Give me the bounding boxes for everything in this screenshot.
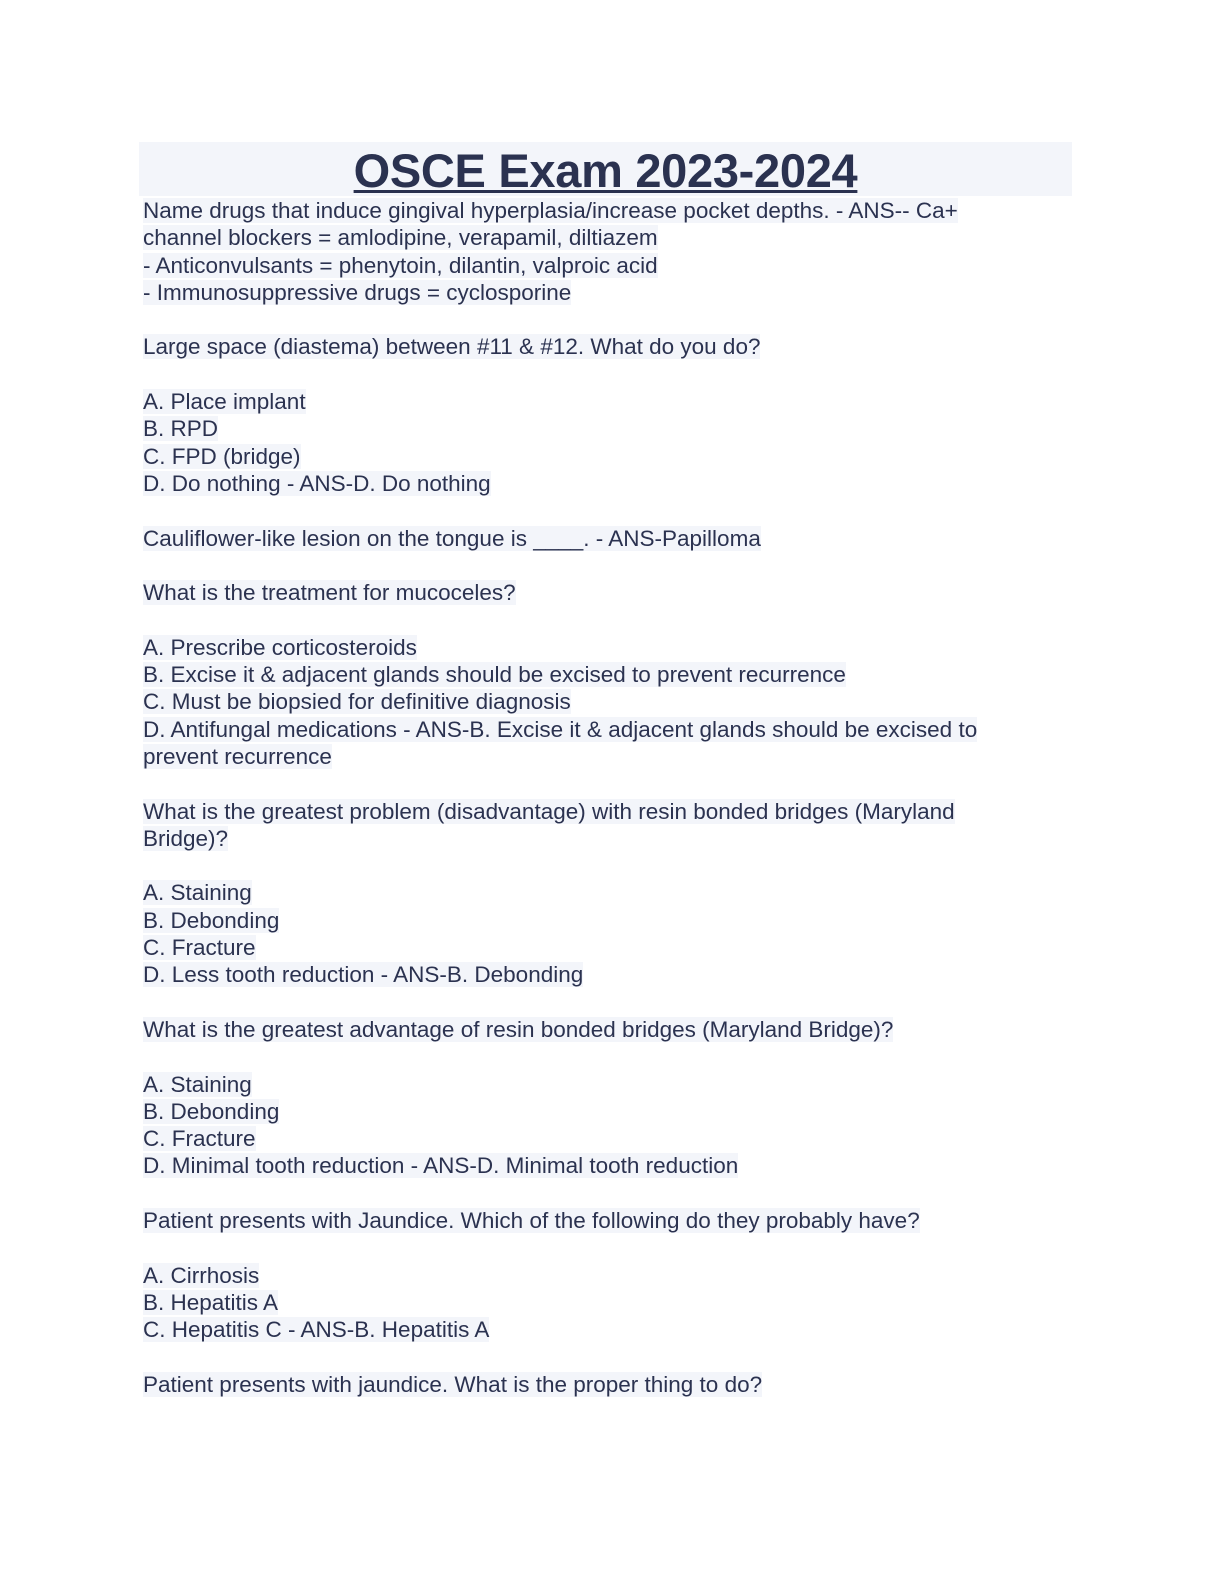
option-line: A. Cirrhosis [143, 1262, 260, 1288]
option-line: B. Debonding [143, 907, 280, 933]
options-mucoceles [143, 634, 1043, 770]
options-resin-bridge-advantage [143, 1071, 1043, 1180]
option-line: B. RPD [143, 416, 219, 442]
text-line: Cauliflower-like lesion on the tongue is ____. - ANS-Papilloma [143, 525, 761, 551]
question-resin-bridge-problem [143, 798, 1043, 853]
text-line: Name drugs that induce gingival hyperplasia/increase pocket depths. - ANS-- Ca+ [143, 198, 958, 223]
option-line: C. Hepatitis C - ANS-B. Hepatitis A [143, 1317, 490, 1343]
option-line: C. Must be biopsied for definitive diagnosis [143, 689, 571, 715]
question-jaundice-action [143, 1371, 1043, 1398]
option-line: prevent recurrence [143, 743, 332, 769]
text-line: Large space (diastema) between #11 & #12. What do you do? [143, 334, 761, 360]
options-jaundice-diagnosis [143, 1262, 1043, 1344]
option-line: A. Prescribe corticosteroids [143, 634, 417, 660]
text-line: Patient presents with Jaundice. Which of the following do they probably have? [143, 1207, 920, 1233]
text-line: What is the greatest problem (disadvantage) with resin bonded bridges (Maryland [143, 798, 955, 824]
question-resin-bridge-advantage [143, 1016, 1043, 1043]
question-diastema [143, 333, 1043, 360]
document-body [143, 197, 1043, 1425]
option-line: A. Place implant [143, 389, 306, 415]
option-line: B. Debonding [143, 1098, 280, 1124]
option-line: D. Less tooth reduction - ANS-B. Debonding [143, 962, 584, 988]
text-line: - Anticonvulsants = phenytoin, dilantin, valproic acid [143, 252, 658, 278]
option-line: A. Staining [143, 1071, 252, 1097]
options-diastema [143, 388, 1043, 497]
option-line: C. Fracture [143, 1126, 256, 1152]
options-resin-bridge-problem [143, 879, 1043, 988]
option-line: B. Excise it & adjacent glands should be excised to prevent recurrence [143, 662, 846, 688]
text-line: What is the treatment for mucoceles? [143, 580, 516, 606]
page-title: OSCE Exam 2023-2024 [353, 144, 858, 197]
text-line: What is the greatest advantage of resin bonded bridges (Maryland Bridge)? [143, 1016, 894, 1042]
question-jaundice-diagnosis [143, 1207, 1043, 1234]
option-line: D. Do nothing - ANS-D. Do nothing [143, 470, 491, 496]
text-line: - Immunosuppressive drugs = cyclosporine [143, 279, 572, 305]
text-line: Bridge)? [143, 825, 229, 851]
answer-block-gingival-hyperplasia [143, 197, 1043, 306]
option-line: D. Antifungal medications - ANS-B. Excise it & adjacent glands should be excised to [143, 716, 978, 742]
question-mucoceles [143, 579, 1043, 606]
text-line: Patient presents with jaundice. What is the proper thing to do? [143, 1371, 763, 1397]
text-line: channel blockers = amlodipine, verapamil, diltiazem [143, 225, 658, 251]
option-line: D. Minimal tooth reduction - ANS-D. Minimal tooth reduction [143, 1153, 739, 1179]
option-line: C. FPD (bridge) [143, 443, 301, 469]
option-line: B. Hepatitis A [143, 1289, 279, 1315]
option-line: A. Staining [143, 880, 252, 906]
question-cauliflower-lesion [143, 525, 1043, 552]
option-line: C. Fracture [143, 935, 256, 961]
title-bar [139, 142, 1072, 196]
